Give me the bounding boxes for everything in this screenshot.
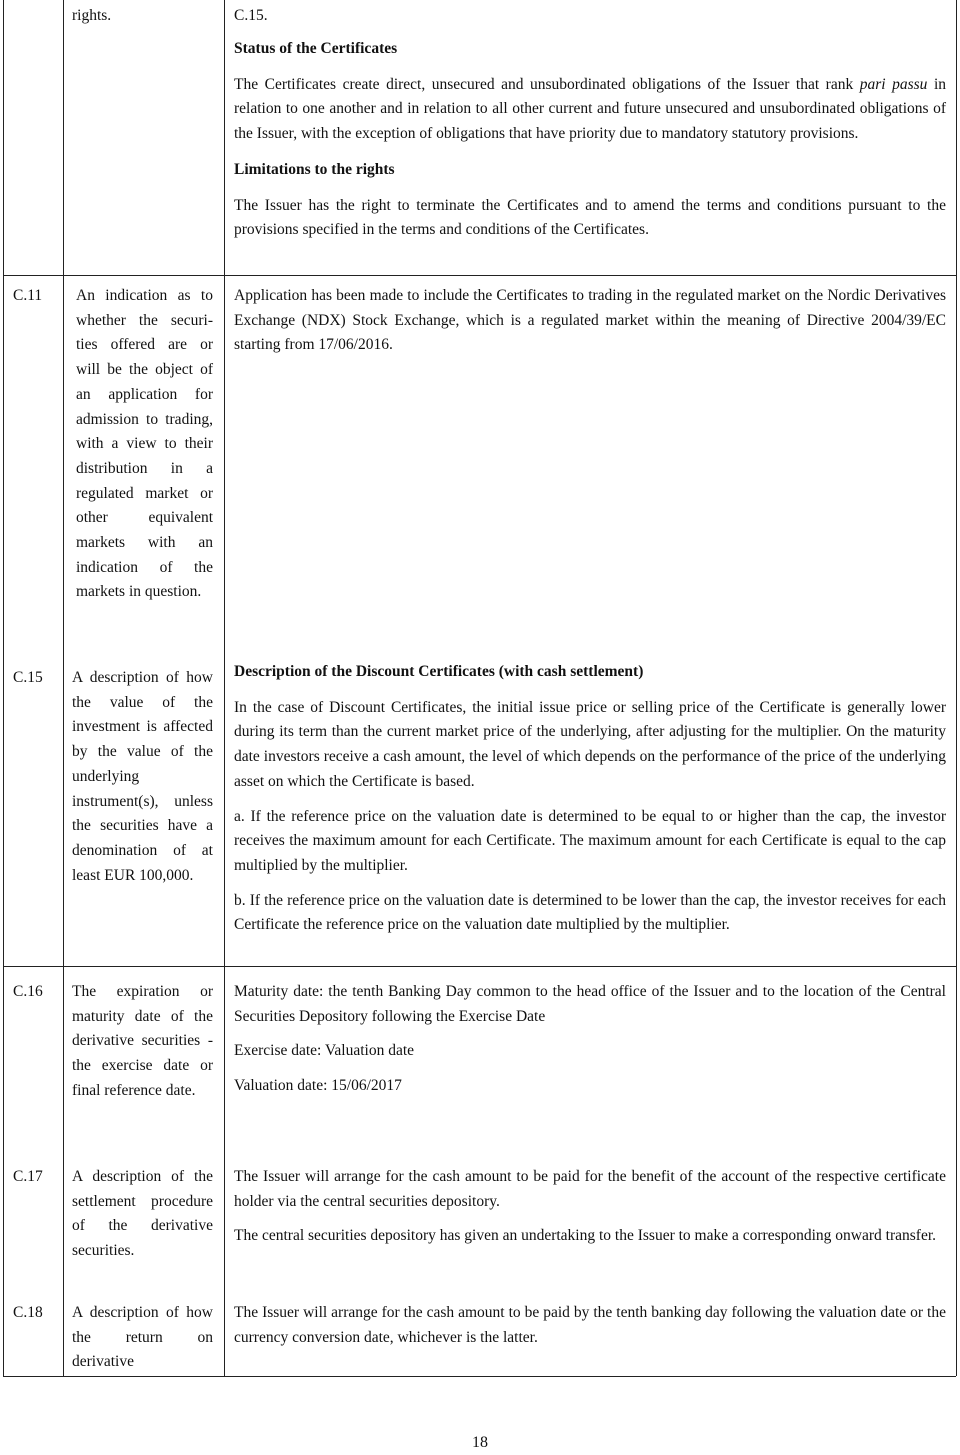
c11-paragraph: Application has been made to include the Certificates to trading in the regulated market on the Nordic Derivatives Exchange (NDX) Stock Exchange, which is a regulated market within the meaning of Directive 2004/39/EC starting from 17/06/2016.: [234, 287, 946, 354]
c17-paragraph-1: The Issuer will arrange for the cash amount to be paid for the benefit of the account of the respective certificate holder via the central securities depository.: [234, 1168, 946, 1210]
page-number: 18: [472, 1434, 488, 1451]
c16-paragraph-2: Exercise date: Valuation date: [234, 1042, 415, 1060]
element-content-c15: [234, 660, 946, 938]
c15-paragraph-1: In the case of Discount Certificates, the initial issue price or selling price of the Certificate is generally lower during its term than the current market price of the underlying, after adjusting for the multiplier. On the maturity date investors receive a cash amount, the level of which depends on the performance of the price of the underlying asset on which the Certificate is based.: [234, 698, 946, 790]
table-right-border: [956, 0, 957, 1376]
italic-term: pari passu: [859, 75, 928, 93]
table-left-border: [3, 0, 4, 1376]
c15-heading: Description of the Discount Certificates (with cash settlement): [234, 663, 644, 680]
table-bottom-border: [3, 1376, 956, 1377]
element-code-c15: C.15: [13, 669, 43, 686]
c15-paragraph-2: a. If the reference price on the valuation date is determined to be equal to or higher than the cap, the investor receives the maximum amount for each Certificate. The maximum amount for each Certificate is equal to the cap multiplied by the multiplier.: [234, 807, 946, 874]
status-paragraph: The Certificates create direct, unsecured and unsubordinated obligations of the Issuer that rank pari passu in relation to one another and in relation to all other current and future unsecured and unsubordinated obligations of the Issuer, with the exception of obligations that have priority due to mandatory statutory provisions.: [234, 75, 946, 143]
element-description-c17: A description of the settlement procedure of the derivative securities.: [72, 1168, 213, 1260]
column-divider-description: [224, 0, 225, 1376]
element-code-c11: C.11: [13, 287, 43, 304]
c18-paragraph-1: The Issuer will arrange for the cash amount to be paid by the tenth banking day following the valuation date or the currency conversion date, whichever is the latter.: [234, 1304, 946, 1346]
c16-paragraph-3: Valuation date: 15/06/2017: [234, 1077, 402, 1095]
element-content-c17: [234, 1165, 946, 1249]
element-code-c17: C.17: [13, 1168, 43, 1185]
c17-paragraph-2: The central securities depository has given an undertaking to the Issuer to make a corresponding onward transfer.: [234, 1227, 937, 1245]
section-code: C.15.: [234, 7, 268, 24]
status-section: [234, 37, 946, 243]
status-heading: Status of the Certificates: [234, 40, 398, 57]
c15-paragraph-3: b. If the reference price on the valuation date is determined to be lower than the cap, the investor receives for each Certificate the reference price on the valuation date multiplied by the multiplier.: [234, 891, 946, 934]
element-description-c16: The expiration or maturity date of the derivative securities - the exercise date or final reference date.: [72, 983, 213, 1099]
continued-description: rights.: [72, 7, 112, 24]
element-content-c16: [234, 980, 946, 1099]
element-description-c11: An indication as to whether the securi-ties offered are or will be the object of an application for admission to trading, with a view to their distribution in a regulated market or other equivalent markets with an indication of the markets in question.: [76, 287, 213, 601]
limitations-paragraph: The Issuer has the right to terminate the Certificates and to amend the terms and conditions pursuant to the provisions specified in the terms and conditions of the Certificates.: [234, 196, 946, 239]
element-description-c15: A description of how the value of the investment is affected by the value of the underlying instrument(s), unless the securities have a denomination of at least EUR 100,000.: [72, 669, 213, 884]
element-content-c18: [234, 1301, 946, 1350]
c16-paragraph-1: Maturity date: the tenth Banking Day common to the head office of the Issuer and to the location of the Central Securities Depository following the Exercise Date: [234, 983, 946, 1025]
element-content-c11: [234, 284, 946, 358]
column-divider-code: [63, 0, 64, 1376]
element-description-c18: A description of how the return on derivative: [72, 1304, 213, 1371]
limitations-heading: Limitations to the rights: [234, 160, 395, 178]
element-code-c16: C.16: [13, 983, 43, 1000]
row-divider: [3, 966, 956, 967]
element-code-c18: C.18: [13, 1304, 43, 1321]
row-divider: [3, 275, 956, 276]
